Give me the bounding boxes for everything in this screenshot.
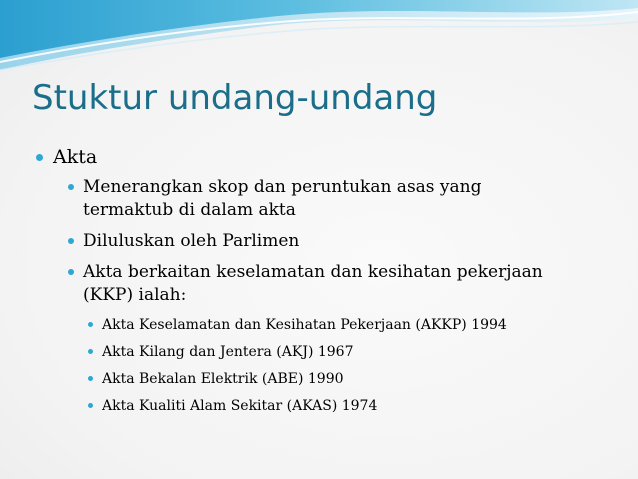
bullet-text: Akta Kilang dan Jentera (AKJ) 1967 (102, 344, 354, 360)
bullet-dot-icon (88, 349, 93, 354)
bullet-akta (36, 145, 97, 169)
bullet-dot-icon (88, 403, 93, 408)
bullet-text: Akta (53, 146, 98, 168)
bullet-text-line: Akta berkaitan keselamatan dan kesihatan pekerjaan (83, 262, 543, 282)
bullet-dot-icon (88, 322, 93, 327)
bullet-dot-icon (88, 376, 93, 381)
bullet-text (83, 176, 482, 222)
bullet-act-akj (88, 342, 353, 362)
bullet-text: Akta Bekalan Elektrik (ABE) 1990 (102, 371, 344, 387)
bullet-text: Diluluskan oleh Parlimen (83, 231, 300, 251)
bullet-dot-icon (36, 154, 43, 161)
bullet-act-akkp (88, 315, 507, 335)
bullet-dot-icon (68, 269, 74, 275)
bullet-text: Akta Kualiti Alam Sekitar (AKAS) 1974 (102, 398, 378, 414)
slide-title: Stuktur undang-undang (32, 78, 438, 118)
bullet-text: Akta Keselamatan dan Kesihatan Pekerjaan (AKKP) 1994 (102, 317, 507, 333)
bullet-text (83, 261, 543, 307)
bullet-dot-icon (68, 184, 74, 190)
bullet-text-line: termaktub di dalam akta (83, 200, 296, 220)
bullet-act-abe (88, 369, 344, 389)
bullet-text-line: (KKP) ialah: (83, 285, 187, 305)
bullet-text-line: Menerangkan skop dan peruntukan asas yang (83, 177, 482, 197)
bullet-act-akas (88, 396, 377, 416)
bullet-menerangkan (68, 176, 482, 222)
header-wave-decoration (0, 0, 638, 80)
bullet-diluluskan (68, 230, 299, 253)
bullet-dot-icon (68, 238, 74, 244)
bullet-akta-kkp (68, 261, 543, 307)
